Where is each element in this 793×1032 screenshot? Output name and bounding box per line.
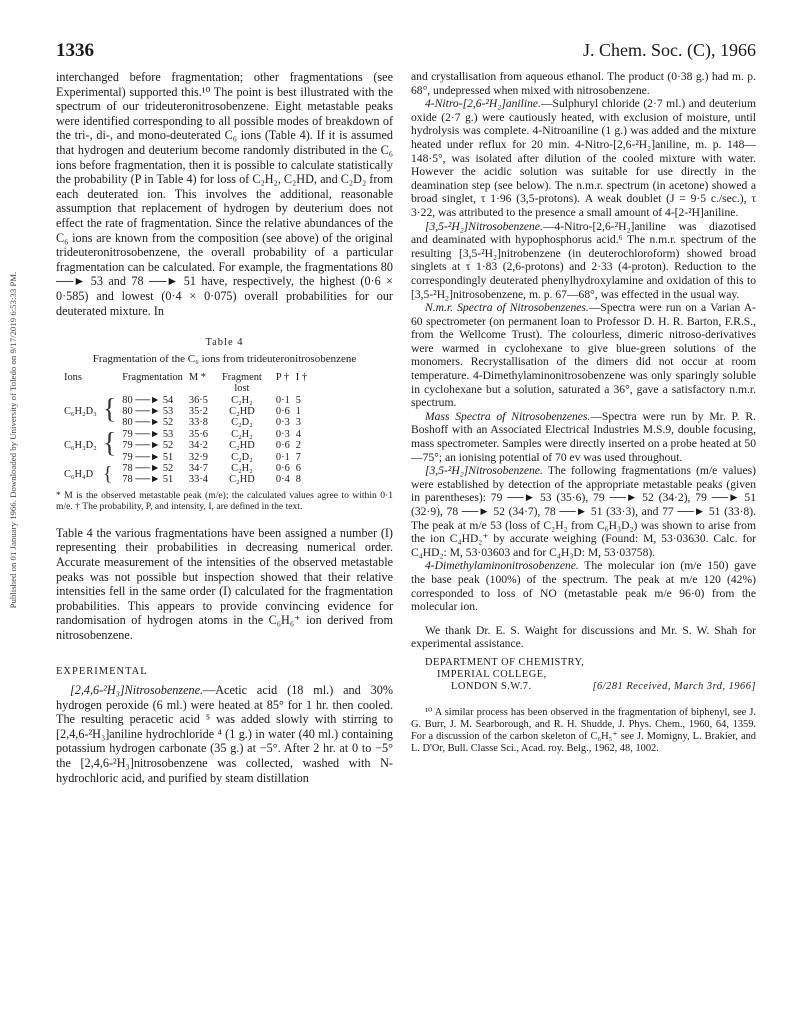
- right-paragraph-4: N.m.r. Spectra of Nitrosobenzenes.—Spectra were run on a Varian A-60 spectrometer (on permanent loan to Professor D. H. R. Barton, F.R.S., from the Wellcome Trust). The colourless, dimeric nitroso-derivatives were warmed in cyclohexane to give blue-green solutions of the monomers. Recrystallisation of the dimers did not occur at room temperature. 4-Dimethylaminonitrosobenzene was only sparingly soluble in cyclohexane but a solution, saturated a 36°, gave a satisfactory n.m.r. spectrum.: [411, 301, 756, 410]
- address-line: IMPERIAL COLLEGE,: [437, 668, 547, 680]
- compound-heading: 4-Dimethylaminonitrosobenzene.: [425, 559, 579, 573]
- table-row: 78 ──► 51 33·4 C₂HD 0·4 8: [122, 474, 301, 486]
- fragmentation-table: [64, 372, 313, 486]
- compound-heading: 4-Nitro-[2,6-²H₂]aniline.: [425, 97, 541, 111]
- left-paragraph-2: Table 4 the various fragmentations have been assigned a number (I) representing their probabilities in decreasing numerical order. Accurate measurement of the intensities of the observed metastable peaks was not possible but inspection showed that their relative intensities fell in the same order (I) calculated for the fragmentation probabilities. This appears to provide convincing evidence for randomisation of hydrogen atoms in the C₆H₆⁺ ion derived from nitrosobenzene.: [56, 525, 393, 642]
- col-fragment-lost: Fragment lost: [222, 371, 262, 395]
- address-line: DEPARTMENT OF CHEMISTRY,: [425, 656, 585, 668]
- col-fragmentation: Fragmentation: [122, 371, 183, 383]
- compound-heading: [2,4,6-²H₃]Nitrosobenzene.: [70, 683, 204, 698]
- left-paragraph-3: [2,4,6-²H₃]Nitrosobenzene.—Acetic acid (18 ml.) and 30% hydrogen peroxide (6 ml.) were heated at 85° for 1 hr. then cooled. The resulting peracetic acid ⁵ was added slowly with stirring to [2,4,6-²H₃]aniline hydrochloride ⁴ (1 g.) in water (40 ml.) containing potassium hydrogen carbonate (35 g.) at −5°. After 2 hr. at 0 to −5° the [2,4,6-²H₃]nitrosobenzene was collected, washed with N-hydrochloric acid, and purified by steam distillation: [56, 683, 393, 785]
- table-row: C₆H₂D₃ { 80 ──► 54 36·5 C₂H₂ 0·1 5: [64, 395, 313, 406]
- table-header-row: [64, 372, 313, 395]
- received-date: [6/281 Received, March 3rd, 1966]: [592, 680, 756, 692]
- ion-label: C₆H₂D₃: [64, 405, 97, 417]
- address-block: [411, 657, 756, 693]
- table-title: Table 4: [205, 337, 244, 349]
- right-paragraph-5: Mass Spectra of Nitrosobenzenes.—Spectra were run by Mr. P. R. Boshoff with an Associated Electrical Industries M.S.9, double focusing, mass spectrometer. Samples were directly inserted on a probe heated at 50—75°; an ionising potential of 70 ev was used throughout.: [411, 409, 756, 464]
- page-header: [56, 40, 756, 66]
- col-p: P †: [275, 371, 290, 383]
- right-paragraph-6: [3,5-²H₂]Nitrosobenzene. The following fragmentations (m/e values) were established by detection of the appropriate metastable peaks (given in parentheses): 79 ──► 53 (35·6), 79 ──► 52 (34·2), 79 ──► 51 (32·9), 78 ──► 52 (34·7), 78 ──► 51 (33·3), and 77 ──► 51 (33·8). The peak at m/e 53 (loss of C₂H₂ from C₆H₃D₂) was shown to arise from the ion C₄HD₂⁺ by accurate weighing (Found: M, 53·03630. Calc. for C₄HD₂: M, 53·03603 and for C₄H₃D: M, 53·03758).: [411, 464, 756, 559]
- right-column: [411, 70, 756, 755]
- left-column: [56, 70, 393, 785]
- address-line: LONDON S.W.7.: [451, 680, 532, 692]
- acknowledgement: We thank Dr. E. S. Waight for discussions and Mr. S. W. Shah for experimental assistance.: [411, 623, 756, 651]
- table-row: 79 ──► 52 34·2 C₂HD 0·6 2: [122, 440, 301, 452]
- right-paragraph-3: [3,5-²H₂]Nitrosobenzene.—4-Nitro-[2,6-²H₂]aniline was diazotised and deaminated with hypophosphorus acid.⁶ The n.m.r. spectrum of the resulting [3,5-²H₂]nitrobenzene (in deuterochloroform) showed broad singlets at τ 1·83 (2,6-protons) and 2·33 (4-proton). Reduction to the correspondingly deuterated phenylhydroxylamine and oxidation of this to [3,5-²H₂]nitrosobenzene, m. p. 67—68°, was effected in the usual way.: [411, 219, 756, 301]
- left-paragraph-1: interchanged before fragmentation; other fragmentations (see Experimental) supported this.¹⁰ The point is best illustrated with the spectrum of our trideuteronitrosobenzene. Eight metastable peaks were identified corresponding to all possible modes of breakdown of the tri-, di-, and mono-deuterated C₆ ions (Table 4). If it is assumed that hydrogen and deuterium become randomly distributed in the C₆ ions before fragmentation, then it is possible to calculate statistically the probability (P in Table 4) for loss of C₂H₂, C₂HD, and C₂D₂ from each deuterated ion. This involves the additional, reasonable assumption that replacement of hydrogen by deuterium does not effect the rate of fragmentation. Since the relative abundances of the C₆ ions are known from the composition (see above) of the original trideuteronitrosobenzene, the overall probability of a particular fragmentation can be calculated. For example, the fragmentations 80 ──► 53 and 78 ──► 51 have, respectively, the highest (0·6 × 0·585) and lowest (0·4 × 0·075) overall probabilities for our deuterated mixture. In: [56, 70, 393, 318]
- ion-label: C₆H₃D₂: [64, 440, 97, 452]
- journal-title: J. Chem. Soc. (C), 1966: [583, 40, 756, 60]
- footnote: ¹⁰ A similar process has been observed in the fragmentation of biphenyl, see J. G. Burr, J. M. Searborough, and R. H. Shudde, J. Phys. Chem., 1960, 64, 1359. For a discussion of the carbon skeleton of C₆H₅⁺ see J. Momigny, L. Brakier, and L. D'Or, Bull. Classe Sci., Acad. roy. Belg., 1962, 48, 1002.: [411, 706, 756, 754]
- col-i: I †: [295, 371, 308, 383]
- col-m: M *: [188, 371, 206, 383]
- table-row: 80 ──► 53 35·2 C₂HD 0·6 1: [122, 405, 301, 417]
- compound-heading: [3,5-²H₂]Nitrosobenzene.: [425, 464, 543, 478]
- table-row: C₆H₄D { 78 ──► 52 34·7 C₂H₂ 0·6 6: [64, 462, 301, 485]
- table-caption: Fragmentation of the C₆ ions from trideuteronitrosobenzene: [92, 352, 357, 365]
- brace: {: [102, 462, 113, 485]
- subsection-heading: Mass Spectra of Nitrosobenzenes.: [425, 409, 591, 423]
- page-number: 1336: [56, 40, 94, 61]
- table-row: 79 ──► 51 32·9 C₂D₂ 0·1 7: [122, 451, 301, 463]
- right-paragraph-7: 4-Dimethylaminonitrosobenzene. The molecular ion (m/e 150) gave the base peak (100%) of the spectrum. The peak at m/e 120 (42%) corresponded to loss of NO (metastable peak m/e 96·0) from the molecular ion.: [411, 559, 756, 614]
- table-row: C₆H₃D₂ { 79 ──► 53 35·6 C₂H₂ 0·3 4: [64, 429, 313, 440]
- compound-heading: [3,5-²H₂]Nitrosobenzene.: [425, 219, 543, 233]
- brace: {: [102, 393, 117, 425]
- table-footnote: * M is the observed metastable peak (m/e); the calculated values agree to within 0·1 m/e. † The probability, P, and intensity, I, are defined in the text.: [56, 489, 393, 512]
- right-paragraph-1: and crystallisation from aqueous ethanol. The product (0·38 g.) had m. p. 68°, undepressed when mixed with nitrosobenzene.: [411, 70, 756, 97]
- right-paragraph-2: 4-Nitro-[2,6-²H₂]aniline.—Sulphuryl chloride (2·7 ml.) and deuterium oxide (2·7 g.) were cautiously heated, with exclusion of moisture, until hydrolysis was complete. 4-Nitroaniline (1 g.) was added and the mixture heated under reflux for 20 min. 4-Nitro-[2,6-²H₂]aniline, m. p. 148—148·5°, was isolated after dilution of the cooled mixture with water. However the acidic solution was suitable for use directly in the deamination step (see below). The n.m.r. spectrum (in acetone) showed a broad singlet, τ 1·96 (3,5-protons). A weak doublet (J = 9·5 c./sec.), τ 3·22, was attributed to the presence a small amount of 4-[2-²H]aniline.: [411, 97, 756, 219]
- table-row: 80 ──► 52 33·8 C₂D₂ 0·3 3: [122, 417, 301, 429]
- section-heading: EXPERIMENTAL: [56, 665, 148, 677]
- subsection-heading: N.m.r. Spectra of Nitrosobenzenes.: [425, 301, 589, 315]
- download-notice: Published on 01 January 1966. Downloaded by University of Toledo on 9/17/2019 6:53:33 PM.: [8, 271, 18, 609]
- ion-label: C₆H₄D: [64, 468, 94, 480]
- col-ions: Ions: [64, 371, 82, 383]
- brace: {: [102, 427, 117, 459]
